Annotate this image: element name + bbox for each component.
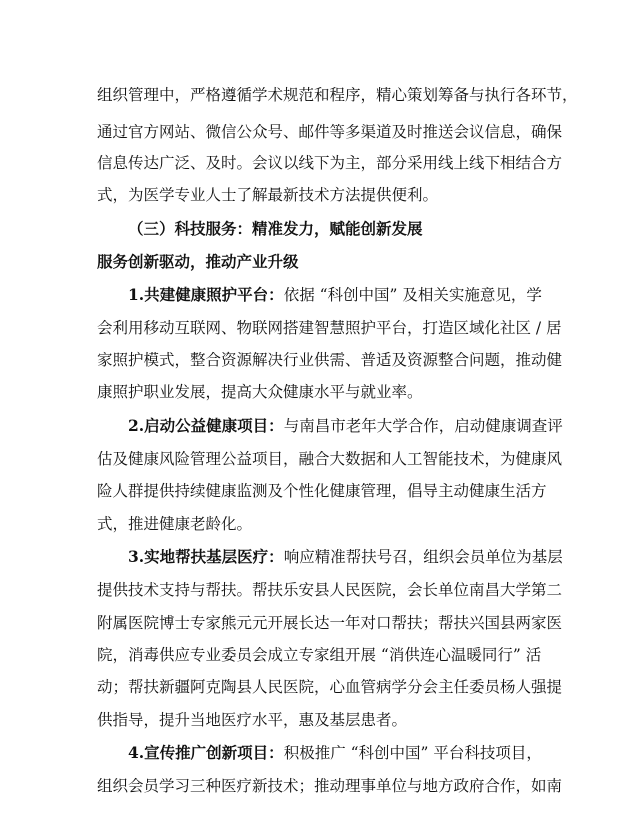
section-subheading: 服务创新驱动，推动产业升级 [97,252,299,271]
list-item-text: 与南昌市老年大学合作，启动健康调查评 [283,417,563,435]
list-item-title: 2.启动公益健康项目： [128,416,284,435]
list-item-first-line [128,547,563,567]
paragraph-line: 附属医院博士专家熊元元开展长达一年对口帮扶；帮扶兴国县两家医 [97,614,563,632]
paragraph-line: 院，消毒供应专业委员会成立专家组开展 “消供连心温暖同行” 活 [97,646,542,664]
list-item-title: 4.宣传推广创新项目： [128,743,284,762]
list-item-first-line [128,743,542,763]
list-item-first-line [128,285,542,305]
paragraph-line: 供指导，提升当地医疗水平，惠及基层患者。 [97,711,408,729]
paragraph-line: 式，推进健康老龄化。 [97,515,253,533]
list-item-text: 依据 “科创中国” 及相关实施意见，学 [283,286,542,304]
paragraph-line: 会利用移动互联网、物联网搭建智慧照护平台，打造区域化社区 / 居 [97,319,562,337]
list-item-text: 响应精准帮扶号召，组织会员单位为基层 [283,548,563,566]
list-item-title: 1.共建健康照护平台： [128,285,284,304]
list-item-text: 积极推广 “科创中国” 平台科技项目， [283,744,542,762]
paragraph-line: 组织管理中，严格遵循学术规范和程序，精心策划筹备与执行各环节， [97,86,578,104]
paragraph-line: 通过官方网站、微信公众号、邮件等多渠道及时推送会议信息，确保 [97,123,563,141]
paragraph-line: 信息传达广泛、及时。会议以线下为主，部分采用线上线下相结合方 [97,154,563,172]
paragraph-line: 康照护职业发展，提高大众健康水平与就业率。 [97,383,423,401]
paragraph-line: 估及健康风险管理公益项目，融合大数据和人工智能技术，为健康风 [97,450,563,468]
paragraph-line: 式，为医学专业人士了解最新技术方法提供便利。 [97,186,439,204]
paragraph-line: 险人群提供持续健康监测及个性化健康管理，倡导主动健康生活方 [97,482,547,500]
paragraph-line: 组织会员学习三种医疗新技术；推动理事单位与地方政府合作，如南 [97,777,563,795]
paragraph-line: 提供技术支持与帮扶。帮扶乐安县人民医院，会长单位南昌大学第二 [97,581,563,599]
list-item-title: 3.实地帮扶基层医疗： [128,547,284,566]
paragraph-line: 家照护模式，整合资源解决行业供需、普适及资源整合问题，推动健 [97,351,563,369]
paragraph-line: 动；帮扶新疆阿克陶县人民医院，心血管病学分会主任委员杨人强提 [97,678,563,696]
section-heading: （三）科技服务：精准发力，赋能创新发展 [128,219,423,238]
list-item-first-line [128,416,563,436]
